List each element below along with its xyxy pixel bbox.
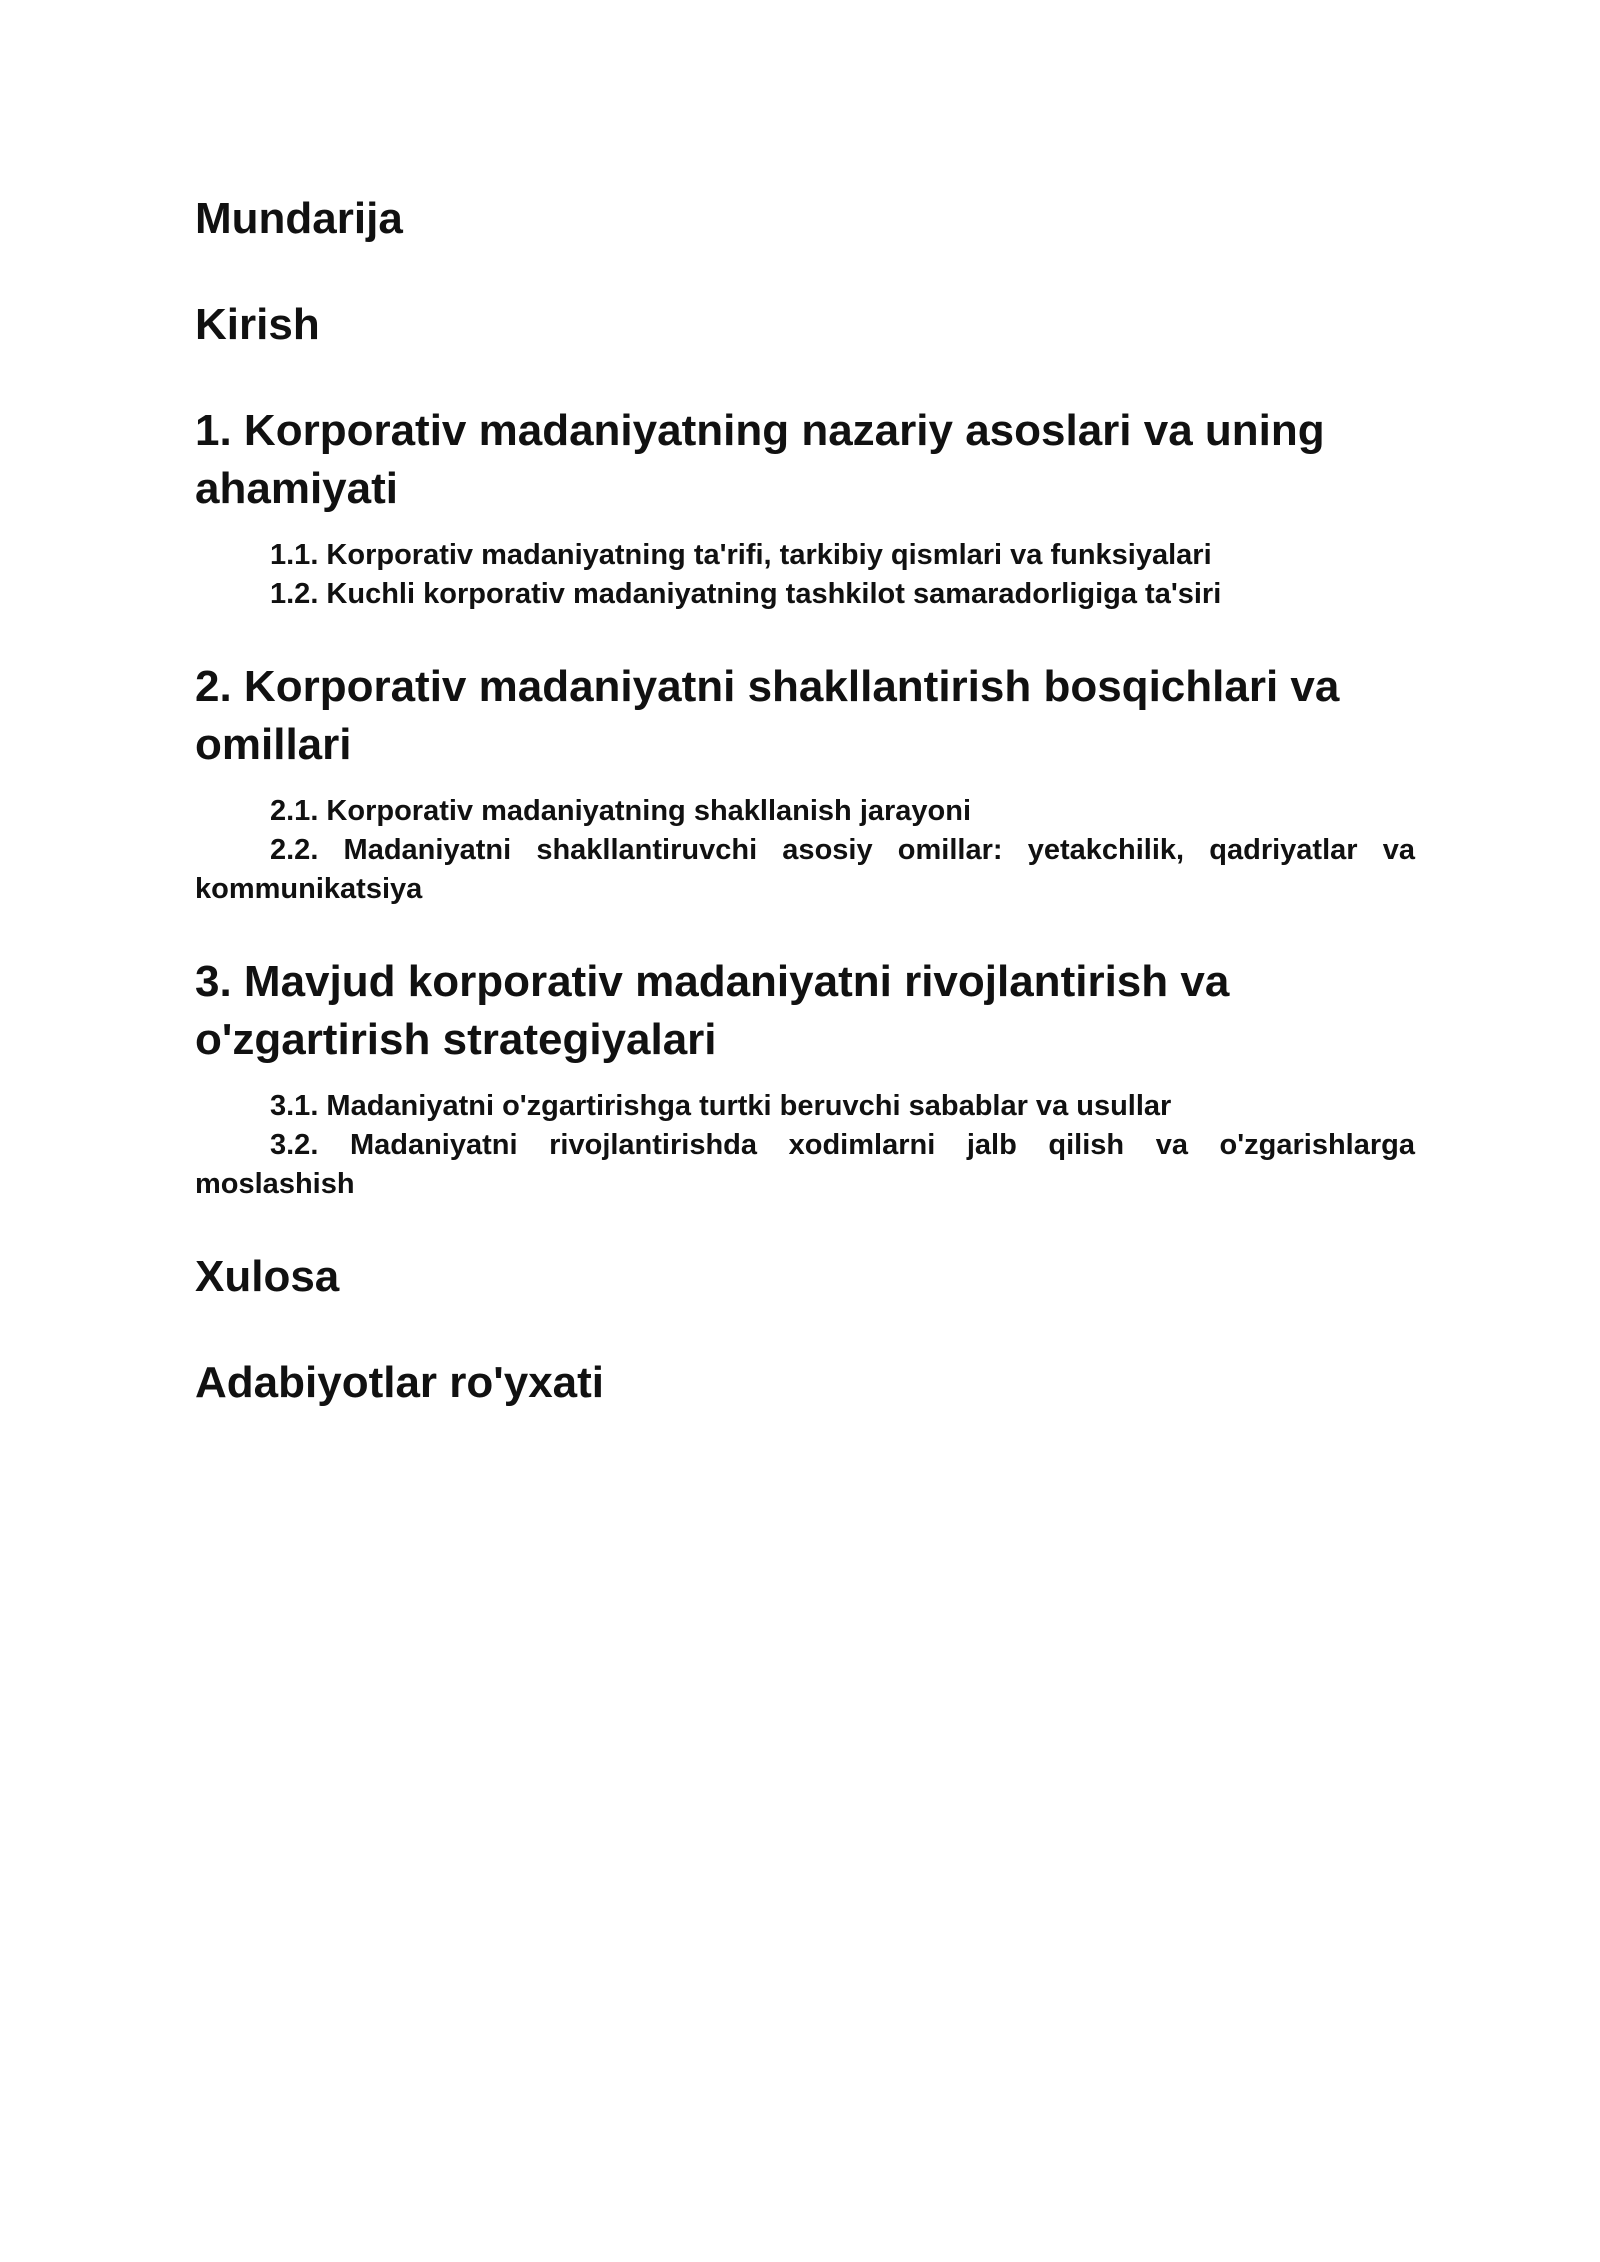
toc-title: Mundarija <box>195 194 403 243</box>
toc-section-1 <box>195 402 1415 614</box>
subsection-item: 1.2. Kuchli korporativ madaniyatning tashkilot samaradorligiga ta'siri <box>270 578 1222 610</box>
subsection-item: 2.1. Korporativ madaniyatning shakllanish jarayoni <box>270 795 972 827</box>
subsection-list <box>195 1087 1415 1204</box>
subsection-item: 2.2. Madaniyatni shakllantiruvchi asosiy omillar: yetakchilik, qadriyatlar va kommunikatsiya <box>195 834 1415 905</box>
subsection-list <box>195 792 1415 909</box>
table-of-contents <box>195 190 1415 1412</box>
subsection-item: 1.1. Korporativ madaniyatning ta'rifi, tarkibiy qismlari va funksiyalari <box>270 539 1212 571</box>
section-heading: 2. Korporativ madaniyatni shakllantirish bosqichlari va omillari <box>195 662 1340 769</box>
section-heading: 3. Mavjud korporativ madaniyatni rivojlantirish va o'zgartirish strategiyalari <box>195 957 1230 1064</box>
toc-entry-kirish: Kirish <box>195 300 320 349</box>
toc-entry-xulosa: Xulosa <box>195 1252 340 1301</box>
subsection-item: 3.1. Madaniyatni o'zgartirishga turtki beruvchi sabablar va usullar <box>270 1090 1172 1122</box>
toc-section-3 <box>195 953 1415 1204</box>
toc-entry-references: Adabiyotlar ro'yxati <box>195 1358 605 1407</box>
subsection-item: 3.2. Madaniyatni rivojlantirishda xodimlarni jalb qilish va o'zgarishlarga moslashish <box>195 1129 1415 1200</box>
section-heading: 1. Korporativ madaniyatning nazariy asoslari va uning ahamiyati <box>195 406 1325 513</box>
subsection-list <box>195 536 1415 614</box>
toc-section-2 <box>195 658 1415 909</box>
